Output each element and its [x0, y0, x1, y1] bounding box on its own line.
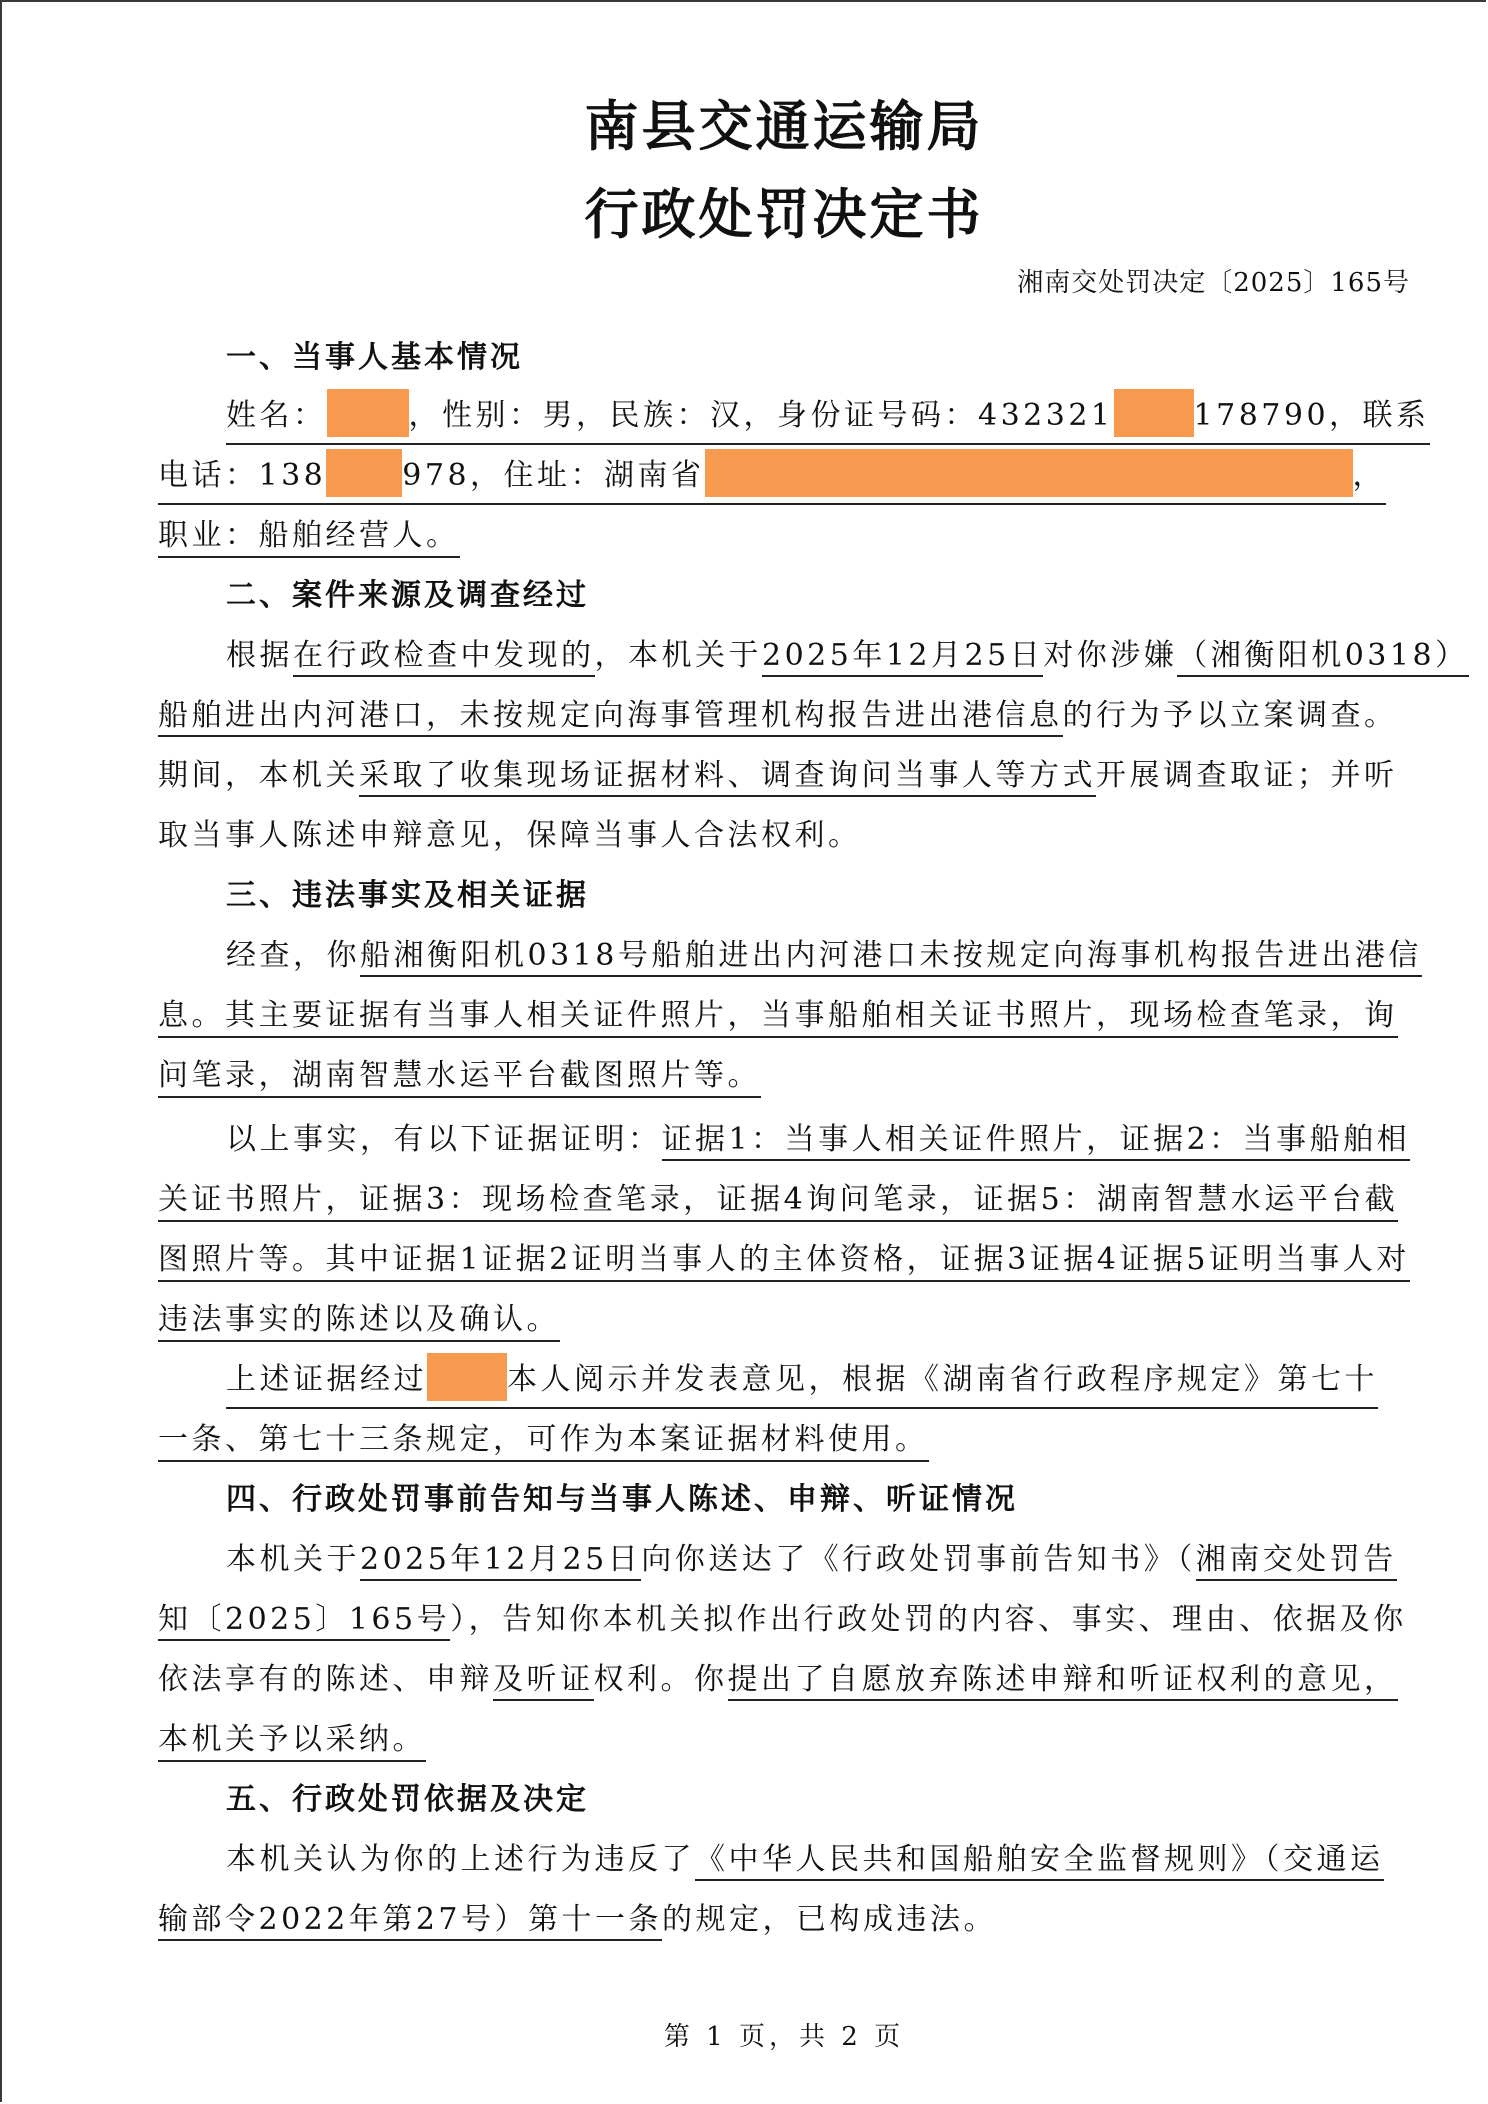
notice-line-4: 本机关予以采纳。: [158, 1714, 426, 1762]
evidence-line-2: 关证书照片，证据3：现场检查笔录，证据4询问笔录，证据5：湖南智慧水运平台截: [158, 1174, 1398, 1222]
evidence-review-line-1: [226, 1354, 1378, 1409]
text: ，本机关于: [594, 638, 762, 673]
facts-line-3: 问笔录，湖南智慧水运平台截图照片等。: [158, 1050, 761, 1098]
party-line-1: [226, 390, 1430, 445]
redaction-block: [326, 449, 402, 497]
redaction-block: [1114, 389, 1194, 437]
name-label: 姓名：: [226, 398, 327, 433]
evidence-line-4: 违法事实的陈述以及确认。: [158, 1294, 560, 1342]
text: 根据: [226, 638, 293, 673]
regulation-article: 输部令2022年第27号）第十一条: [158, 1902, 662, 1941]
evidence-text: 证据1：当事人相关证件照片，证据2：当事船舶相: [662, 1122, 1411, 1161]
document-number: 湘南交处罚决定〔2025〕165号: [1017, 268, 1410, 298]
text: 开展调查取证；并听: [1096, 758, 1398, 793]
gender-ethnicity-id: ，性别：男，民族：汉，身份证号码：432321: [408, 398, 1114, 433]
case-date: 2025年12月25日: [762, 638, 1043, 677]
text: 期间，本机关: [158, 758, 359, 793]
basis-line-2: [158, 1894, 997, 1938]
notice-number: 知〔2025〕165号: [158, 1602, 450, 1641]
section1-heading: 一、当事人基本情况: [226, 340, 523, 375]
text: 的规定，已构成违法。: [662, 1902, 998, 1937]
text: 向你送达了《行政处罚事前告知书》（: [641, 1542, 1196, 1577]
redaction-block: [427, 1353, 507, 1401]
section5-heading: 五、行政处罚依据及决定: [226, 1782, 589, 1817]
waiver-text: 提出了自愿放弃陈述申辩和听证权利的意见，: [728, 1662, 1398, 1701]
section2-heading: 二、案件来源及调查经过: [226, 578, 589, 613]
case-source-line-1: [226, 630, 1469, 674]
text: 本人阅示并发表意见，根据《湖南省行政程序规定》第七十: [507, 1362, 1378, 1397]
section4-heading: 四、行政处罚事前告知与当事人陈述、申辩、听证情况: [226, 1482, 1018, 1517]
case-source-line-3: [158, 750, 1398, 794]
case-source-line-2: [158, 690, 1398, 734]
regulation-title: 《中华人民共和国船舶安全监督规则》（交通运: [695, 1842, 1384, 1881]
vessel-name: （湘衡阳机0318）: [1177, 638, 1468, 677]
facts-line-2: 息。其主要证据有当事人相关证件照片，当事船舶相关证书照片，现场检查笔录，询: [158, 990, 1398, 1038]
evidence-line-1: [226, 1114, 1410, 1158]
notice-line-1: [226, 1534, 1397, 1578]
notice-line-3: [158, 1654, 1398, 1698]
id-suffix: 178790，联系: [1193, 398, 1430, 433]
facts-text: 船湘衡阳机0318号船舶进出内河港口未按规定向海事机构报告进出港信: [360, 938, 1422, 977]
violation-text: 船舶进出内河港口，未按规定向海事管理机构报告进出港信息: [158, 698, 1063, 737]
document-title: 行政处罚决定书: [584, 183, 984, 246]
basis-line-1: [226, 1834, 1384, 1878]
text: 本机关认为你的上述行为违反了: [226, 1842, 695, 1877]
text: 上述证据经过: [226, 1362, 427, 1397]
text: 以上事实，有以下证据证明：: [226, 1122, 662, 1157]
page-number: 第 1 页，共 2 页: [663, 2022, 905, 2052]
text: 本机关于: [226, 1542, 360, 1577]
facts-line-1: [226, 930, 1422, 974]
text: 权利。你: [593, 1662, 728, 1697]
investigation-method: 采取了收集现场证据材料、调查询问当事人等方式: [359, 758, 1096, 797]
occupation-line: 职业：船舶经营人。: [158, 510, 460, 558]
source-text: 在行政检查中发现的: [293, 638, 595, 677]
notice-line-2: [158, 1594, 1407, 1638]
redaction-block: [327, 389, 409, 437]
address-end: ，: [1352, 458, 1387, 493]
evidence-review-line-2: 一条、第七十三条规定，可作为本案证据材料使用。: [158, 1414, 929, 1462]
text: 的行为予以立案调查。: [1062, 698, 1398, 733]
redaction-block: [705, 449, 1353, 497]
hearing-right: 及听证: [493, 1662, 594, 1701]
party-line-2: [158, 450, 1386, 505]
text: 对你涉嫌: [1043, 638, 1178, 673]
text: 依法享有的陈述、申辩: [158, 1662, 493, 1697]
address-label: 978，住址：湖南省: [402, 458, 705, 493]
case-source-line-4: 取当事人陈述申辩意见，保障当事人合法权利。: [158, 818, 862, 853]
notice-number: 湘南交处罚告: [1196, 1542, 1397, 1581]
text: ），告知你本机关拟作出行政处罚的内容、事实、理由、依据及你: [450, 1602, 1407, 1637]
phone-label: 电话：138: [158, 458, 327, 493]
section3-heading: 三、违法事实及相关证据: [226, 878, 589, 913]
evidence-line-3: 图照片等。其中证据1证据2证明当事人的主体资格，证据3证据4证据5证明当事人对: [158, 1234, 1410, 1282]
notice-date: 2025年12月25日: [360, 1542, 641, 1581]
agency-title: 南县交通运输局: [584, 95, 984, 158]
text: 经查，你: [226, 938, 360, 973]
